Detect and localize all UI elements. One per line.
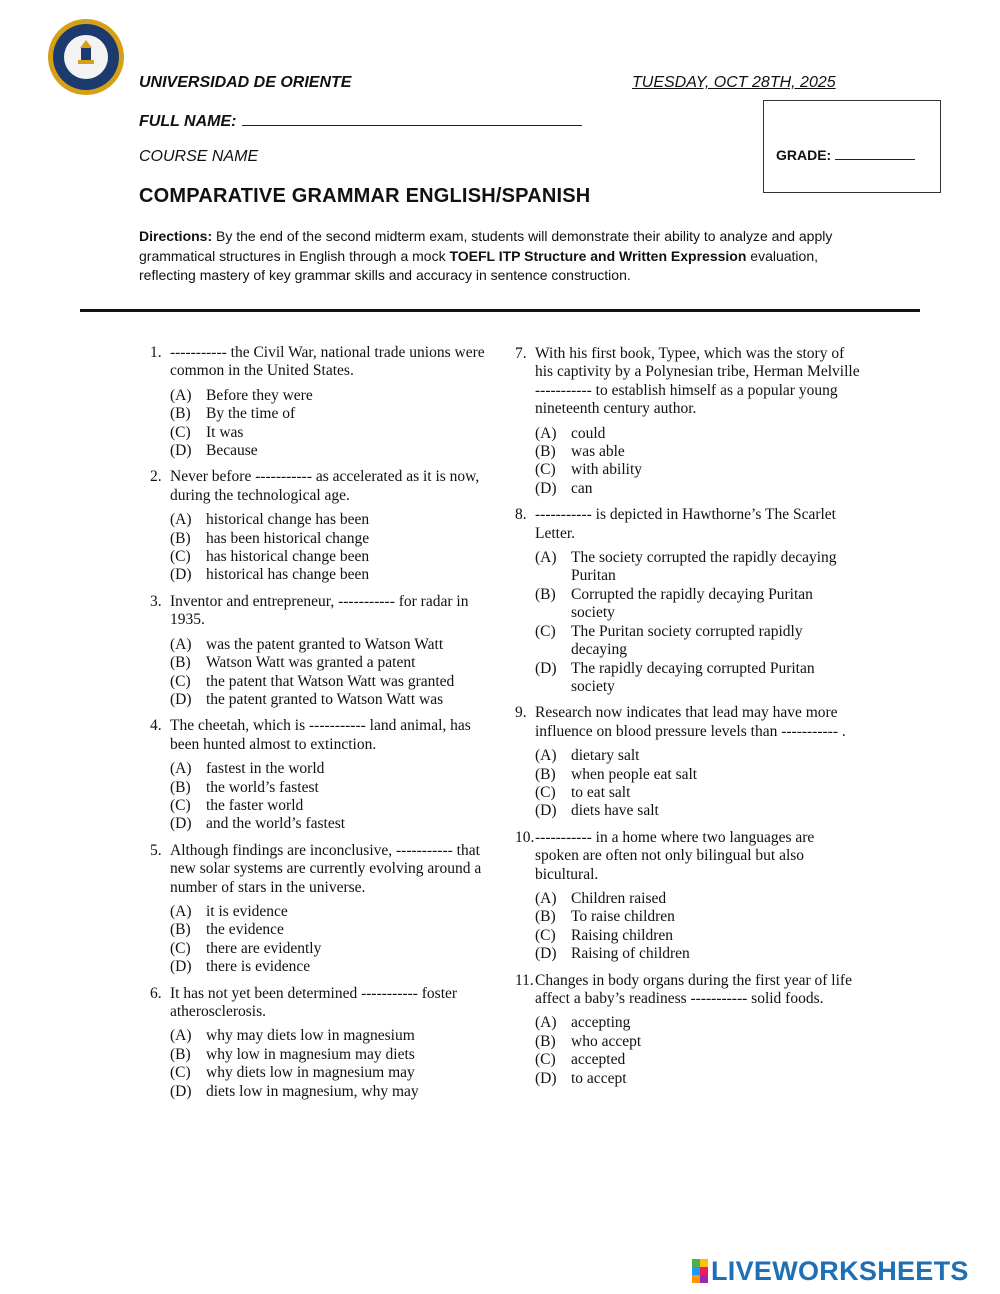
answer-options — [535, 425, 860, 499]
option-text: historical change has been — [206, 511, 370, 529]
answer-option[interactable] — [535, 908, 860, 926]
answer-options — [170, 903, 495, 977]
option-letter: (A) — [170, 386, 192, 404]
question-number: 10. — [515, 828, 535, 846]
answer-option[interactable] — [170, 654, 495, 672]
question — [150, 593, 495, 709]
answer-option[interactable] — [535, 1014, 860, 1032]
page-title: COMPARATIVE GRAMMAR ENGLISH/SPANISH — [139, 185, 591, 207]
option-text: diets low in magnesium, why may — [206, 1082, 419, 1100]
university-seal — [47, 18, 125, 96]
question — [515, 829, 860, 964]
question-text: With his first book, Typee, which was the story of his captivity by a Polynesian tribe, Herman Melville ----------- to establish himself as a popular young nineteenth century author. — [535, 345, 860, 418]
option-text: could — [571, 424, 606, 442]
answer-options — [170, 511, 495, 585]
answer-option[interactable] — [535, 443, 860, 461]
answer-option[interactable] — [170, 442, 495, 460]
directions-text-2: evaluation, reflecting mastery of key grammar skills and accuracy in sentence construction. — [139, 247, 818, 283]
option-text: has historical change been — [206, 548, 370, 566]
answer-option[interactable] — [170, 760, 495, 778]
option-letter: (C) — [170, 423, 191, 441]
question-text: ----------- in a home where two languages are spoken are often not only bilingual but also bicultural. — [535, 828, 815, 883]
question-number: 9. — [515, 704, 527, 722]
question — [150, 468, 495, 584]
answer-option[interactable] — [535, 927, 860, 945]
option-text: when people eat salt — [571, 765, 698, 783]
option-text: Before they were — [206, 386, 313, 404]
answer-option[interactable] — [170, 691, 495, 709]
option-letter: (C) — [535, 783, 556, 801]
option-text: to accept — [571, 1069, 627, 1087]
answer-option[interactable] — [170, 636, 495, 654]
question — [515, 345, 860, 498]
option-text: to eat salt — [571, 783, 631, 801]
option-letter: (B) — [535, 443, 556, 461]
option-text: The society corrupted the rapidly decaying Puritan — [571, 549, 837, 585]
university-name: UNIVERSIDAD DE ORIENTE — [139, 74, 352, 91]
option-letter: (D) — [170, 1082, 192, 1100]
option-letter: (A) — [535, 424, 557, 442]
question — [150, 985, 495, 1101]
answer-option[interactable] — [170, 940, 495, 958]
answer-option[interactable] — [535, 766, 860, 784]
answer-option[interactable] — [535, 1051, 860, 1069]
answer-option[interactable] — [535, 480, 860, 498]
question — [515, 704, 860, 820]
option-letter: (B) — [535, 1032, 556, 1050]
option-letter: (D) — [535, 945, 557, 963]
option-text: Raising children — [571, 926, 674, 944]
option-letter: (C) — [535, 622, 556, 640]
question-text: ----------- is depicted in Hawthorne’s The Scarlet Letter. — [535, 506, 836, 542]
option-letter: (C) — [170, 1064, 191, 1082]
option-letter: (D) — [535, 1069, 557, 1087]
option-text: The Puritan society corrupted rapidly decaying — [571, 622, 803, 659]
option-text: The rapidly decaying corrupted Puritan society — [571, 659, 815, 695]
answer-option[interactable] — [170, 1027, 495, 1045]
option-letter: (A) — [170, 635, 192, 653]
option-letter: (C) — [170, 548, 191, 566]
answer-option[interactable] — [535, 549, 860, 586]
answer-option[interactable] — [535, 1033, 860, 1051]
answer-option[interactable] — [535, 660, 860, 697]
option-letter: (A) — [170, 760, 192, 778]
option-text: Raising of children — [571, 945, 690, 963]
option-letter: (C) — [170, 796, 191, 814]
answer-option[interactable] — [170, 673, 495, 691]
question-number: 11. — [515, 971, 534, 989]
option-text: Corrupted the rapidly decaying Puritan society — [571, 585, 813, 622]
answer-options — [535, 1014, 860, 1088]
answer-option[interactable] — [170, 511, 495, 529]
option-letter: (C) — [170, 939, 191, 957]
questions-left-column — [150, 344, 495, 1109]
answer-option[interactable] — [170, 405, 495, 423]
option-text: the patent granted to Watson Watt was — [206, 690, 444, 708]
question-stem — [515, 345, 860, 419]
full-name-label: FULL NAME: — [139, 113, 237, 130]
option-letter: (C) — [535, 1051, 556, 1069]
option-letter: (B) — [170, 529, 191, 547]
option-text: there is evidence — [206, 958, 311, 976]
option-text: Children raised — [571, 889, 667, 907]
option-text: Because — [206, 442, 258, 460]
option-text: why diets low in magnesium may — [206, 1064, 415, 1082]
answer-options — [535, 890, 860, 964]
answer-options — [535, 549, 860, 696]
answer-option[interactable] — [170, 424, 495, 442]
questions-right-column — [515, 345, 860, 1096]
option-text: it is evidence — [206, 902, 288, 920]
directions-emphasis: TOEFL ITP Structure and Written Expression — [449, 247, 747, 264]
answer-option[interactable] — [170, 530, 495, 548]
option-text: accepted — [571, 1051, 626, 1069]
option-text: It was — [206, 423, 244, 441]
answer-option[interactable] — [535, 802, 860, 820]
grade-label: GRADE: — [776, 147, 832, 163]
question — [515, 506, 860, 696]
option-letter: (D) — [535, 659, 557, 677]
option-letter: (D) — [170, 566, 192, 584]
question-number: 3. — [150, 592, 162, 610]
option-text: there are evidently — [206, 939, 322, 957]
option-text: the faster world — [206, 796, 304, 814]
question-stem — [515, 972, 860, 1009]
answer-option[interactable] — [170, 387, 495, 405]
option-text: By the time of — [206, 405, 296, 423]
answer-option[interactable] — [535, 461, 860, 479]
option-letter: (A) — [170, 511, 192, 529]
directions — [139, 227, 859, 286]
option-text: dietary salt — [571, 747, 640, 765]
exam-date: TUESDAY, OCT 28TH, 2025 — [632, 74, 836, 91]
answer-options — [170, 760, 495, 834]
option-letter: (A) — [535, 889, 557, 907]
question-stem — [150, 344, 495, 381]
option-letter: (C) — [535, 461, 556, 479]
option-letter: (A) — [535, 549, 557, 567]
answer-option[interactable] — [535, 747, 860, 765]
answer-option[interactable] — [170, 921, 495, 939]
option-letter: (A) — [535, 1014, 557, 1032]
option-letter: (B) — [535, 765, 556, 783]
question-stem — [150, 985, 495, 1022]
option-letter: (C) — [170, 672, 191, 690]
question-text: Research now indicates that lead may have more influence on blood pressure levels than ----------- . — [535, 704, 846, 740]
answer-option[interactable] — [170, 815, 495, 833]
question-number: 5. — [150, 841, 162, 859]
question-text: Inventor and entrepreneur, ----------- for radar in 1935. — [170, 592, 469, 629]
question-stem — [515, 506, 860, 543]
question-text: The cheetah, which is ----------- land animal, has been hunted almost to extinction. — [170, 717, 471, 753]
option-letter: (D) — [170, 815, 192, 833]
question-text: It has not yet been determined ----------- foster atherosclerosis. — [170, 984, 458, 1020]
option-text: To raise children — [571, 908, 675, 926]
option-text: was able — [571, 443, 625, 461]
answer-options — [170, 387, 495, 461]
option-text: and the world’s fastest — [206, 815, 346, 833]
liveworksheets-logo — [692, 1256, 969, 1286]
option-letter: (D) — [535, 802, 557, 820]
course-name-label: COURSE NAME — [139, 148, 259, 165]
option-text: why may diets low in magnesium — [206, 1027, 415, 1045]
answer-option[interactable] — [535, 784, 860, 802]
grade-box — [763, 100, 941, 193]
option-text: why low in magnesium may diets — [206, 1045, 415, 1063]
answer-option[interactable] — [170, 958, 495, 976]
answer-option[interactable] — [170, 548, 495, 566]
option-letter: (B) — [170, 921, 191, 939]
option-text: can — [571, 479, 593, 497]
answer-option[interactable] — [535, 425, 860, 443]
grade-line[interactable] — [835, 147, 915, 160]
directions-label: Directions: — [139, 228, 213, 244]
option-text: historical has change been — [206, 566, 370, 584]
answer-option[interactable] — [170, 797, 495, 815]
option-letter: (A) — [170, 1027, 192, 1045]
question-stem — [150, 717, 495, 754]
option-letter: (B) — [535, 908, 556, 926]
option-text: diets have salt — [571, 802, 659, 820]
answer-options — [170, 636, 495, 710]
question — [150, 842, 495, 977]
full-name-line[interactable] — [242, 111, 582, 126]
option-letter: (D) — [170, 958, 192, 976]
answer-option[interactable] — [535, 890, 860, 908]
question-stem — [150, 593, 495, 630]
option-letter: (D) — [170, 690, 192, 708]
answer-options — [170, 1027, 495, 1101]
option-letter: (B) — [170, 405, 191, 423]
option-letter: (B) — [170, 778, 191, 796]
option-text: the patent that Watson Watt was granted — [206, 672, 455, 690]
question-stem — [150, 842, 495, 897]
option-text: fastest in the world — [206, 760, 325, 778]
answer-option[interactable] — [535, 623, 860, 660]
answer-option[interactable] — [170, 1046, 495, 1064]
answer-option[interactable] — [535, 945, 860, 963]
option-text: the world’s fastest — [206, 778, 319, 796]
answer-option[interactable] — [535, 1070, 860, 1088]
grade-field[interactable] — [776, 147, 915, 163]
question-stem — [515, 704, 860, 741]
logo-text: LIVEWORKSHEETS — [711, 1255, 969, 1286]
liveworksheets-mark-icon — [692, 1259, 708, 1283]
option-text: Watson Watt was granted a patent — [206, 654, 416, 672]
option-text: accepting — [571, 1014, 631, 1032]
answer-option[interactable] — [170, 903, 495, 921]
option-letter: (B) — [170, 1045, 191, 1063]
question — [150, 717, 495, 833]
question — [150, 344, 495, 460]
question-stem — [150, 468, 495, 505]
question-number: 1. — [150, 344, 162, 361]
question-number: 8. — [515, 506, 527, 524]
question — [515, 972, 860, 1088]
header-divider — [80, 309, 920, 312]
option-text: has been historical change — [206, 529, 370, 547]
answer-option[interactable] — [170, 566, 495, 584]
directions-text-1: By the end of the second midterm exam, students will demonstrate their ability to analyze and apply grammatical structures in English through a mock — [139, 228, 833, 264]
question-text: Although findings are inconclusive, ----------- that new solar systems are currently evolving around a number of stars in the universe. — [170, 841, 482, 896]
question-number: 4. — [150, 717, 162, 735]
option-letter: (B) — [170, 654, 191, 672]
question-text: Never before ----------- as accelerated as it is now, during the technological age. — [170, 468, 480, 504]
option-letter: (D) — [535, 479, 557, 497]
option-letter: (D) — [170, 442, 192, 460]
option-letter: (A) — [535, 747, 557, 765]
option-text: was the patent granted to Watson Watt — [206, 635, 444, 653]
option-letter: (A) — [170, 902, 192, 920]
option-text: the evidence — [206, 921, 284, 939]
full-name-field[interactable] — [139, 111, 582, 131]
question-number: 2. — [150, 468, 162, 486]
option-letter: (B) — [535, 585, 556, 603]
answer-option[interactable] — [535, 586, 860, 623]
question-text: Changes in body organs during the first year of life affect a baby’s readiness ----------- solid foods. — [535, 971, 852, 1007]
answer-option[interactable] — [170, 779, 495, 797]
answer-option[interactable] — [170, 1064, 495, 1082]
option-text: with ability — [571, 461, 643, 479]
answer-option[interactable] — [170, 1083, 495, 1101]
question-text: ----------- the Civil War, national trade unions were common in the United States. — [170, 344, 485, 380]
question-number: 6. — [150, 984, 162, 1002]
answer-options — [535, 747, 860, 821]
option-text: who accept — [571, 1032, 642, 1050]
option-letter: (C) — [535, 926, 556, 944]
question-number: 7. — [515, 345, 527, 362]
question-stem — [515, 829, 860, 884]
